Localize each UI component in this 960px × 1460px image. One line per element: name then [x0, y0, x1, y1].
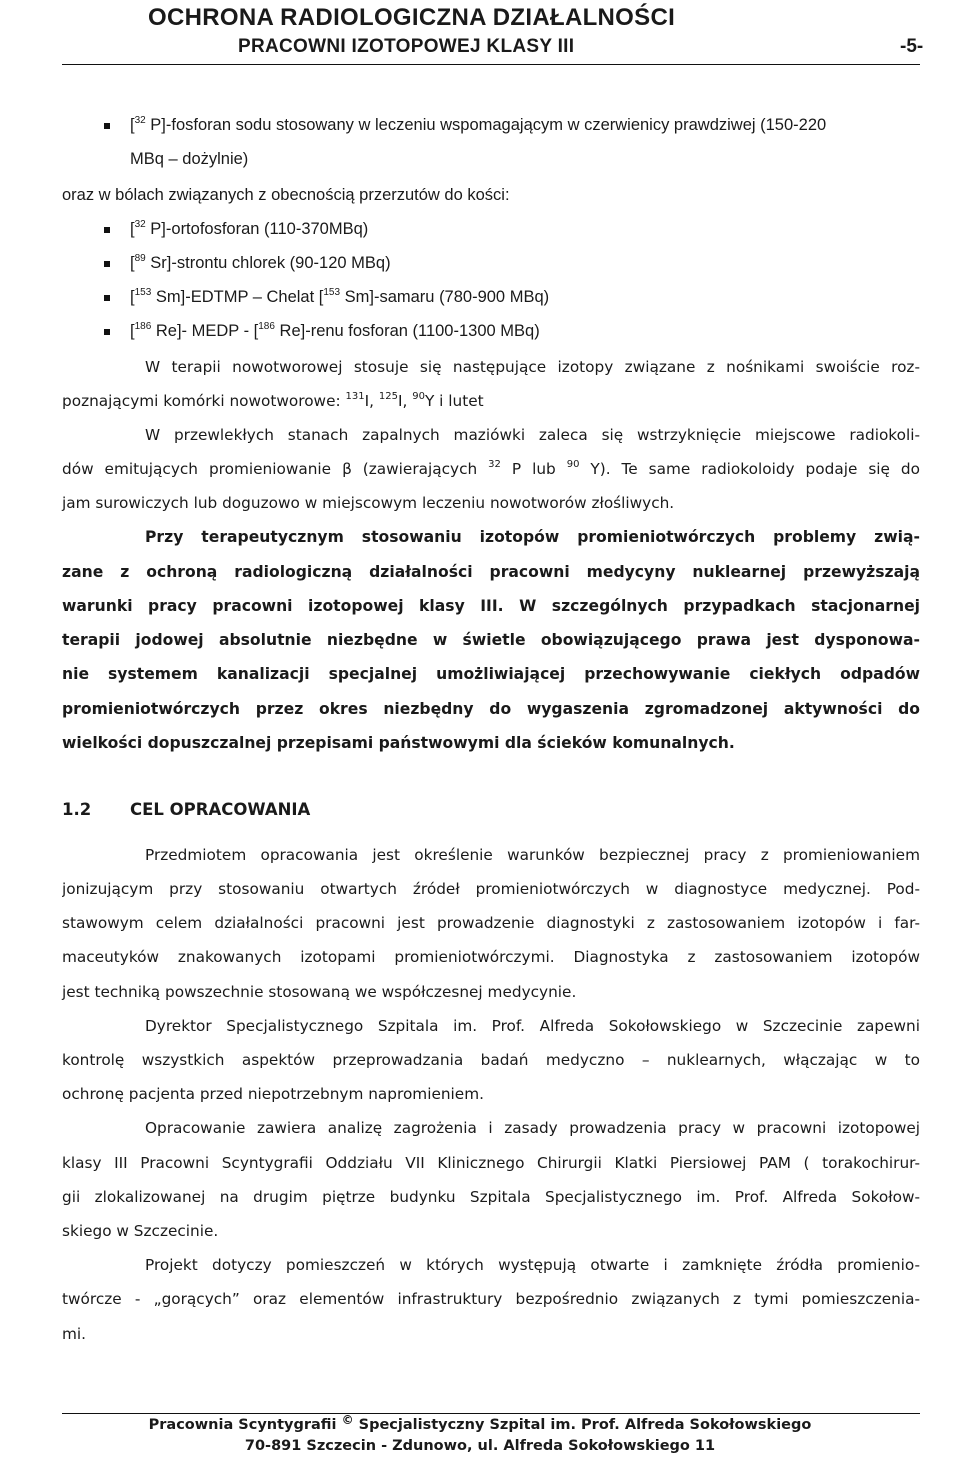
section-title: CEL OPRACOWANIA	[130, 800, 311, 819]
paragraph-line: dów emitujących promieniowanie β (zawierających $^{32}$ P lub $^{90}$ Y). Te same radiokoloidy podaje się do	[62, 460, 920, 478]
bullet-icon	[104, 227, 110, 233]
bold-paragraph-line: Przy terapeutycznym stosowaniu izotopów promieniotwórczych problemy zwią-	[145, 528, 920, 546]
footer-rule	[62, 1413, 920, 1414]
paragraph-line: jest techniką powszechnie stosowaną we współczesnej medycynie.	[62, 983, 577, 1001]
section-number: 1.2	[62, 800, 92, 819]
bullet-icon	[104, 261, 110, 267]
bold-paragraph-line: promieniotwórczych przez okres niezbędny do wygaszenia zgromadzonej aktywności do	[62, 700, 920, 718]
paragraph-line: poznającymi komórki nowotworowe: $^{131}$I, $^{125}$I, $^{90}$Y i lutet	[62, 391, 484, 410]
paragraph-line: W przewlekłych stanach zapalnych maziówki zaleca się wstrzyknięcie miejscowe radiokoli-	[145, 426, 920, 444]
paragraph-line: kontrolę wszystkich aspektów przeprowadzania badań medyczno – nuklearnych, włączając w to	[62, 1051, 920, 1069]
list-item: [$^{32}$ P]-ortofosforan (110-370MBq)	[130, 219, 369, 238]
list-intro: oraz w bólach związanych z obecnością przerzutów do kości:	[62, 186, 510, 204]
paragraph-line: klasy III Pracowni Scyntygrafii Oddziału VII Klinicznego Chirurgii Klatki Piersiowej PAM ( torakochirur-	[62, 1154, 920, 1172]
paragraph-line: jam surowiczych lub doguzowo w miejscowym leczeniu nowotworów złośliwych.	[62, 494, 675, 512]
page-number: -5-	[900, 36, 924, 57]
bullet-icon	[104, 295, 110, 301]
bold-paragraph-line: warunki pracy pracowni izotopowej klasy III. W szczególnych przypadkach stacjonarnej	[62, 597, 920, 615]
bold-paragraph-line: wielkości dopuszczalnej przepisami państwowymi dla ścieków komunalnych.	[62, 734, 735, 752]
paragraph-line: gii zlokalizowanej na drugim piętrze budynku Szpitala Specjalistycznego im. Prof. Alfreda Sokołow-	[62, 1188, 920, 1206]
document-subtitle: PRACOWNI IZOTOPOWEJ KLASY III	[238, 36, 575, 57]
list-item-continuation: MBq – dożylnie)	[130, 150, 249, 168]
copyright-icon: ©	[341, 1413, 354, 1427]
paragraph-line: Opracowanie zawiera analizę zagrożenia i zasady prowadzenia pracy w pracowni izotopowej	[145, 1119, 920, 1137]
footer-address: 70-891 Szczecin - Zdunowo, ul. Alfreda Sokołowskiego 11	[244, 1438, 716, 1454]
paragraph-line: mi.	[62, 1325, 87, 1343]
footer-line: Pracownia Scyntygrafii © Specjalistyczny Szpital im. Prof. Alfreda Sokołowskiego	[148, 1413, 812, 1433]
paragraph-line: twórcze - „gorących” oraz elementów infrastruktury bezpośrednio związanych z tymi pomieszczenia-	[62, 1290, 920, 1308]
document-title: OCHRONA RADIOLOGICZNA DZIAŁALNOŚCI	[148, 4, 676, 31]
header-rule	[62, 64, 920, 65]
list-item: [$^{186}$ Re]- MEDP - [$^{186}$ Re]-renu fosforan (1100-1300 MBq)	[130, 321, 540, 340]
paragraph-line: Projekt dotyczy pomieszczeń w których występują otwarte i zamknięte źródła promienio-	[145, 1256, 920, 1274]
bullet-icon	[104, 329, 110, 335]
list-item: [$^{32}$ P]-fosforan sodu stosowany w leczeniu wspomagającym w czerwienicy prawdziwej (150-220	[130, 115, 827, 134]
paragraph-line: stawowym celem działalności pracowni jest prowadzenie diagnostyki z zastosowaniem izotopów i far-	[62, 914, 920, 932]
paragraph-line: maceutyków znakowanych izotopami promieniotwórczymi. Diagnostyka z zastosowaniem izotopów	[62, 948, 920, 966]
bold-paragraph-line: zane z ochroną radiologiczną działalności pracowni medycyny nuklearnej przewyższają	[62, 563, 920, 581]
paragraph-line: jonizującym przy stosowaniu otwartych źródeł promieniotwórczych w diagnostyce medycznej. Pod-	[62, 880, 920, 898]
paragraph-line: Dyrektor Specjalistycznego Szpitala im. Prof. Alfreda Sokołowskiego w Szczecinie zapewni	[145, 1017, 920, 1035]
list-item: [$^{89}$ Sr]-strontu chlorek (90-120 MBq)	[130, 253, 391, 272]
paragraph-line: Przedmiotem opracowania jest określenie warunków bezpiecznej pracy z promieniowaniem	[145, 846, 920, 864]
bold-paragraph-line: terapii jodowej absolutnie niezbędne w świetle obowiązującego prawa jest dysponowa-	[62, 631, 920, 649]
paragraph-line: W terapii nowotworowej stosuje się następujące izotopy związane z nośnikami swoiście roz-	[145, 358, 920, 376]
list-item: [$^{153}$ Sm]-EDTMP – Chelat [$^{153}$ Sm]-samaru (780-900 MBq)	[130, 287, 550, 306]
paragraph-line: ochronę pacjenta przed niepotrzebnym napromieniem.	[62, 1085, 484, 1103]
bullet-icon	[104, 123, 110, 129]
paragraph-line: skiego w Szczecinie.	[62, 1222, 219, 1240]
bold-paragraph-line: nie systemem kanalizacji specjalnej umożliwiającej przechowywanie ciekłych odpadów	[62, 665, 920, 683]
